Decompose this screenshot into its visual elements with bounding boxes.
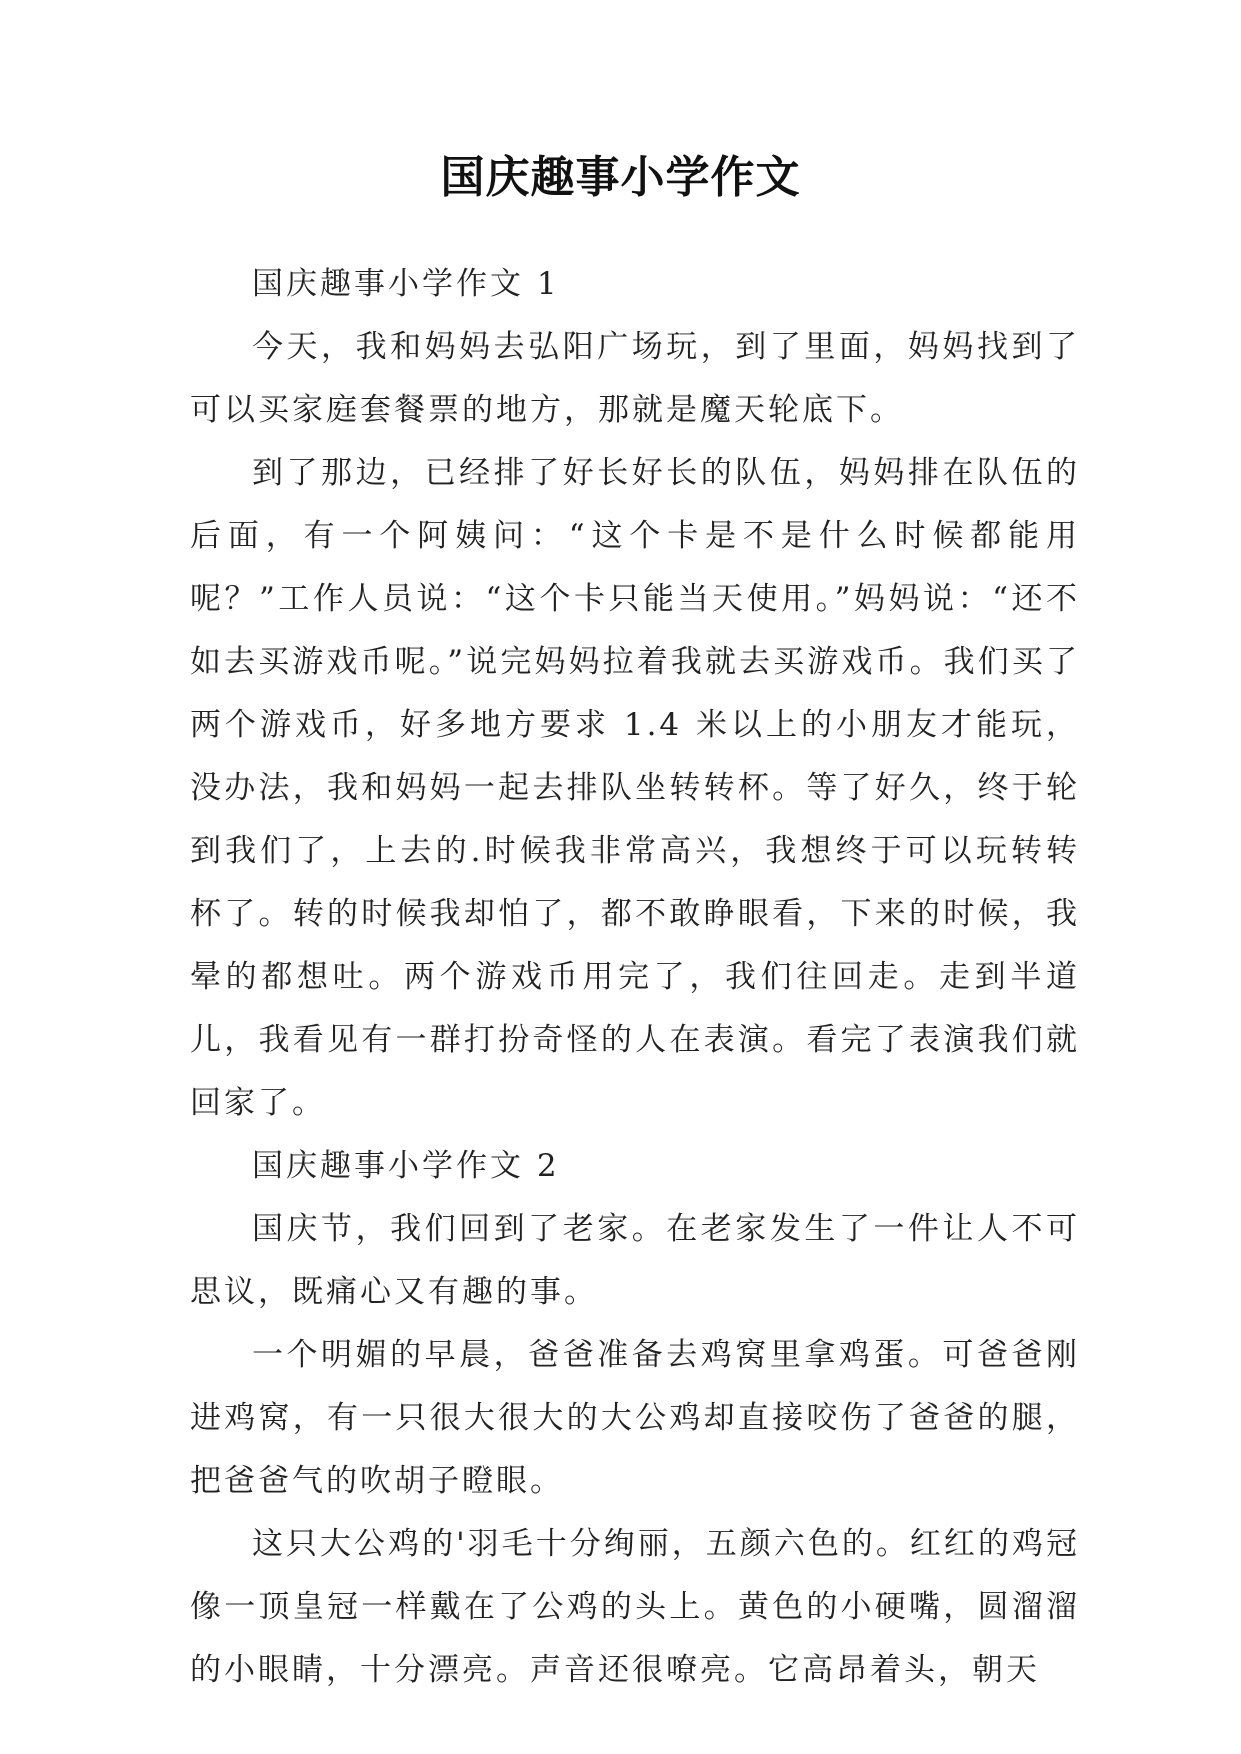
paragraph: 到了那边，已经排了好长好长的队伍，妈妈排在队伍的后面，有一个阿姨问：“这个卡是不是什么时候都能用呢？”工作人员说：“这个卡只能当天使用。”妈妈说：“还不如去买游戏币呢。”说完妈妈拉着我就去买游戏币。我们买了两个游戏币，好多地方要求 1.4 米以上的小朋友才能玩，没办法，我和妈妈一起去排队坐转转杯。等了好久，终于轮到我们了，上去的.时候我非常高兴，我想终于可以玩转转杯了。转的时候我却怕了，都不敢睁眼看，下来的时候，我晕的都想吐。两个游戏币用完了，我们往回走。走到半道儿，我看见有一群打扮奇怪的人在表演。看完了表演我们就回家了。	[190, 455, 1080, 1121]
section-heading-1: 国庆趣事小学作文 1	[252, 266, 560, 302]
paragraph: 一个明媚的早晨，爸爸准备去鸡窝里拿鸡蛋。可爸爸刚进鸡窝，有一只很大很大的大公鸡却直接咬伤了爸爸的腿，把爸爸气的吹胡子瞪眼。	[190, 1337, 1080, 1499]
document-title: 国庆趣事小学作文	[440, 152, 801, 203]
paragraph: 国庆节，我们回到了老家。在老家发生了一件让人不可思议，既痛心又有趣的事。	[190, 1211, 1080, 1310]
section-heading-2: 国庆趣事小学作文 2	[252, 1148, 560, 1184]
paragraph: 这只大公鸡的'羽毛十分绚丽，五颜六色的。红红的鸡冠像一顶皇冠一样戴在了公鸡的头上。黄色的小硬嘴，圆溜溜的小眼睛，十分漂亮。声音还很嘹亮。它高昂着头，朝天	[190, 1526, 1080, 1688]
document-body	[190, 253, 1080, 1702]
paragraph: 今天，我和妈妈去弘阳广场玩，到了里面，妈妈找到了可以买家庭套餐票的地方，那就是魔天轮底下。	[190, 329, 1080, 428]
